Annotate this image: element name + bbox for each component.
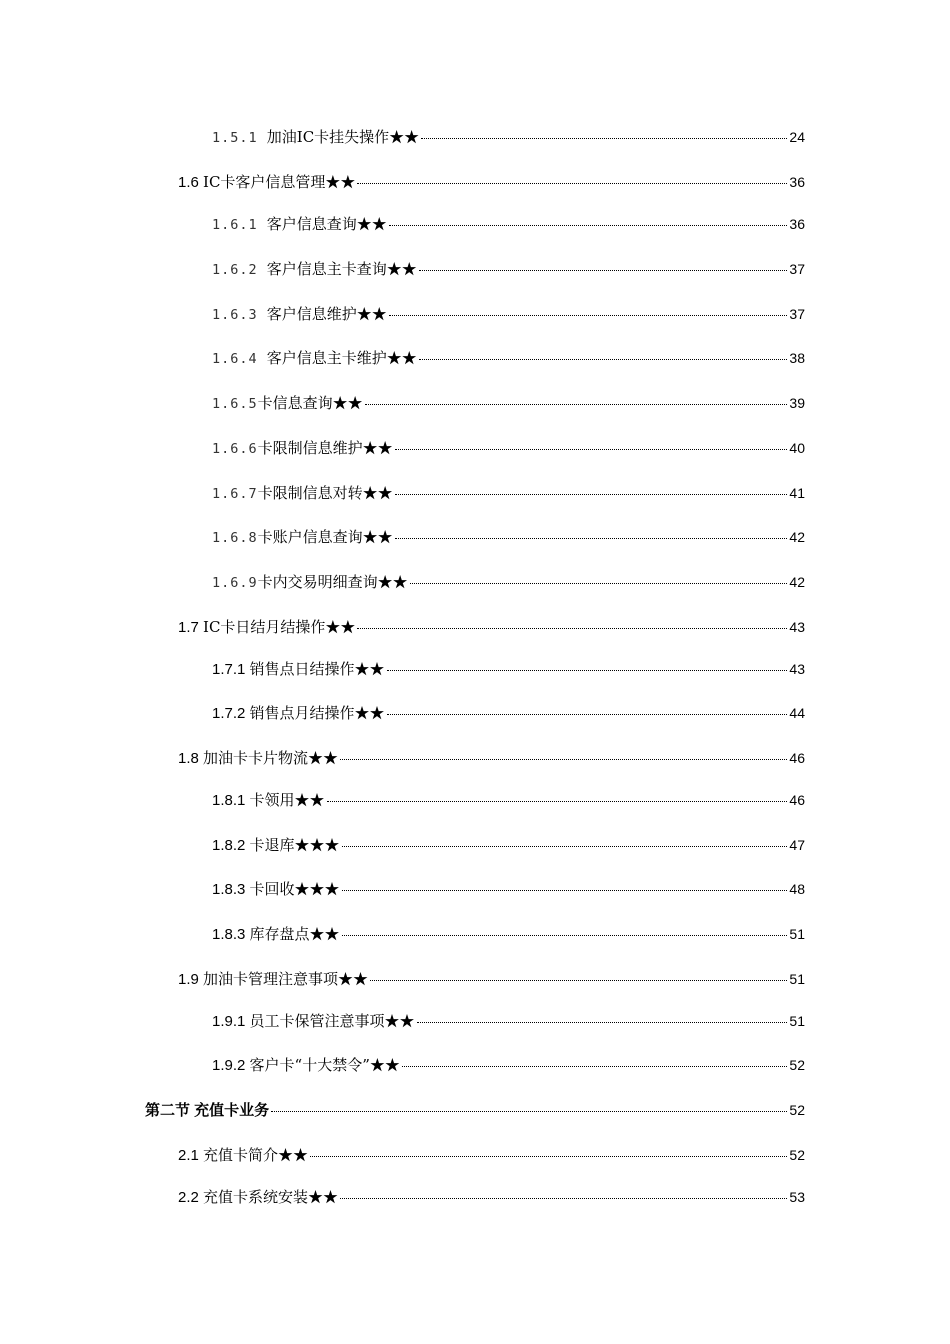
toc-entry-title: 员工卡保管注意事项★★ [249,1012,415,1030]
toc-entry[interactable] [212,393,805,414]
toc-dot-leader [387,713,788,715]
toc-entry[interactable] [178,617,805,638]
toc-entry[interactable] [178,969,805,990]
toc-dot-leader [327,800,788,802]
toc-entry-title: 卡限制信息对转★★ [257,484,393,502]
toc-entry-title: 客户信息查询★★ [266,215,387,233]
toc-dot-leader [342,889,788,891]
toc-entry-title: 客户信息维护★★ [266,305,387,323]
toc-dot-leader [419,358,788,360]
toc-dot-leader [340,1197,787,1199]
toc-entry-number: 1.6.6 [212,441,258,457]
toc-entry-number: 1.8.1 [212,792,250,809]
toc-entry-number: 1.6.5 [212,396,258,412]
toc-entry-page-number: 37 [789,261,805,277]
toc-entry[interactable] [212,438,805,459]
toc-entry-title: 加油卡管理注意事项★★ [203,970,369,988]
toc-entry[interactable] [145,1100,805,1121]
toc-dot-leader [389,224,788,226]
toc-entry[interactable] [178,1187,805,1208]
toc-dot-leader [417,1021,788,1023]
toc-entry-number: 1.6 [178,174,204,191]
toc-entry[interactable] [212,259,805,280]
toc-entry[interactable] [212,790,805,811]
toc-dot-leader [340,758,787,760]
toc-entry[interactable] [178,1145,805,1166]
toc-entry-number: 1.8.2 [212,837,250,854]
toc-entry-number: 1.6.2 [212,262,267,278]
toc-entry-page-number: 46 [789,792,805,808]
toc-entry-number: 1.7.2 [212,705,250,722]
toc-entry-page-number: 36 [789,216,805,232]
toc-dot-leader [387,669,788,671]
toc-entry-page-number: 52 [789,1057,805,1073]
toc-entry-page-number: 41 [789,485,805,501]
toc-entry-page-number: 48 [789,881,805,897]
toc-entry-page-number: 37 [789,306,805,322]
toc-entry-number: 1.6.3 [212,307,267,323]
toc-entry-title: IC卡客户信息管理★★ [203,173,356,191]
toc-entry-title: 销售点日结操作★★ [249,660,385,678]
toc-entry[interactable] [212,835,805,856]
toc-dot-leader [342,845,788,847]
toc-entry-title: 卡回收★★★ [249,880,340,898]
toc-entry[interactable] [212,214,805,235]
toc-dot-leader [370,979,787,981]
toc-entry-page-number: 40 [789,440,805,456]
toc-dot-leader [389,314,788,316]
toc-entry-title: 卡信息查询★★ [257,394,363,412]
toc-entry-page-number: 51 [789,926,805,942]
toc-dot-leader [357,182,787,184]
toc-entry[interactable] [212,1011,805,1032]
toc-entry-title: 充值卡系统安装★★ [203,1188,339,1206]
toc-entry-number: 1.7.1 [212,661,250,678]
toc-entry[interactable] [212,127,805,148]
toc-dot-leader [357,627,787,629]
toc-entry-title: 充值卡业务 [194,1101,270,1119]
toc-entry-page-number: 42 [789,529,805,545]
toc-entry-title: 加油卡卡片物流★★ [203,749,339,767]
toc-entry-number: 1.6.4 [212,351,267,367]
toc-entry-number: 2.1 [178,1147,204,1164]
toc-entry[interactable] [212,348,805,369]
toc-entry-number: 1.6.7 [212,486,258,502]
toc-dot-leader [342,934,788,936]
toc-entry-title: 销售点月结操作★★ [249,704,385,722]
toc-entry-title: 客户信息主卡查询★★ [266,260,417,278]
toc-entry-number: 1.9 [178,971,204,988]
toc-entry-title: 卡账户信息查询★★ [257,528,393,546]
toc-entry-page-number: 38 [789,350,805,366]
toc-entry-number: 1.8.3 [212,881,250,898]
toc-entry-number: 1.6.9 [212,575,258,591]
toc-entry-number: 1.8 [178,750,204,767]
toc-entry-number: 2.2 [178,1189,204,1206]
toc-entry[interactable] [212,659,805,680]
toc-dot-leader [421,137,787,139]
toc-entry-title: 客户信息主卡维护★★ [266,349,417,367]
toc-entry-title: 卡退库★★★ [249,836,340,854]
toc-entry-page-number: 52 [789,1147,805,1163]
toc-entry[interactable] [178,172,805,193]
toc-entry-page-number: 53 [789,1189,805,1205]
toc-dot-leader [365,403,788,405]
toc-entry-page-number: 42 [789,574,805,590]
toc-entry[interactable] [178,748,805,769]
toc-dot-leader [271,1110,787,1112]
toc-entry[interactable] [212,572,805,593]
toc-entry-page-number: 36 [789,174,805,190]
toc-entry[interactable] [212,304,805,325]
toc-entry-page-number: 24 [789,129,805,145]
toc-entry[interactable] [212,703,805,724]
toc-entry-page-number: 44 [789,705,805,721]
toc-dot-leader [410,582,788,584]
toc-dot-leader [310,1155,787,1157]
toc-entry-page-number: 51 [789,1013,805,1029]
toc-entry-number: 1.5.1 [212,130,267,146]
toc-dot-leader [395,448,788,450]
toc-entry[interactable] [212,924,805,945]
toc-entry-number: 1.6.1 [212,217,267,233]
toc-entry-number: 1.7 [178,619,204,636]
toc-entry-title: 客户卡“十大禁令”★★ [249,1056,400,1074]
toc-entry-title: 卡内交易明细查询★★ [257,573,408,591]
toc-entry-title: 库存盘点★★ [249,925,340,943]
toc-entry-number: 第二节 [145,1102,195,1119]
toc-entry-title: IC卡日结月结操作★★ [203,618,356,636]
toc-entry-number: 1.9.1 [212,1013,250,1030]
toc-entry[interactable] [212,1055,805,1076]
toc-entry-page-number: 46 [789,750,805,766]
toc-entry-title: 加油IC卡挂失操作★★ [266,128,420,146]
toc-entry-title: 充值卡简介★★ [203,1146,309,1164]
toc-entry-title: 卡领用★★ [249,791,325,809]
toc-entry-number: 1.8.3 [212,926,250,943]
toc-entry-number: 1.9.2 [212,1057,250,1074]
toc-entry-page-number: 51 [789,971,805,987]
toc-entry[interactable] [212,879,805,900]
toc-entry-title: 卡限制信息维护★★ [257,439,393,457]
toc-dot-leader [395,537,788,539]
toc-dot-leader [402,1065,788,1067]
toc-entry-page-number: 47 [789,837,805,853]
toc-entry[interactable] [212,483,805,504]
toc-entry-page-number: 43 [789,619,805,635]
toc-dot-leader [419,269,788,271]
toc-entry-page-number: 52 [789,1102,805,1118]
toc-entry-page-number: 43 [789,661,805,677]
toc-entry-number: 1.6.8 [212,530,258,546]
toc-dot-leader [395,493,788,495]
toc-entry-page-number: 39 [789,395,805,411]
toc-entry[interactable] [212,527,805,548]
